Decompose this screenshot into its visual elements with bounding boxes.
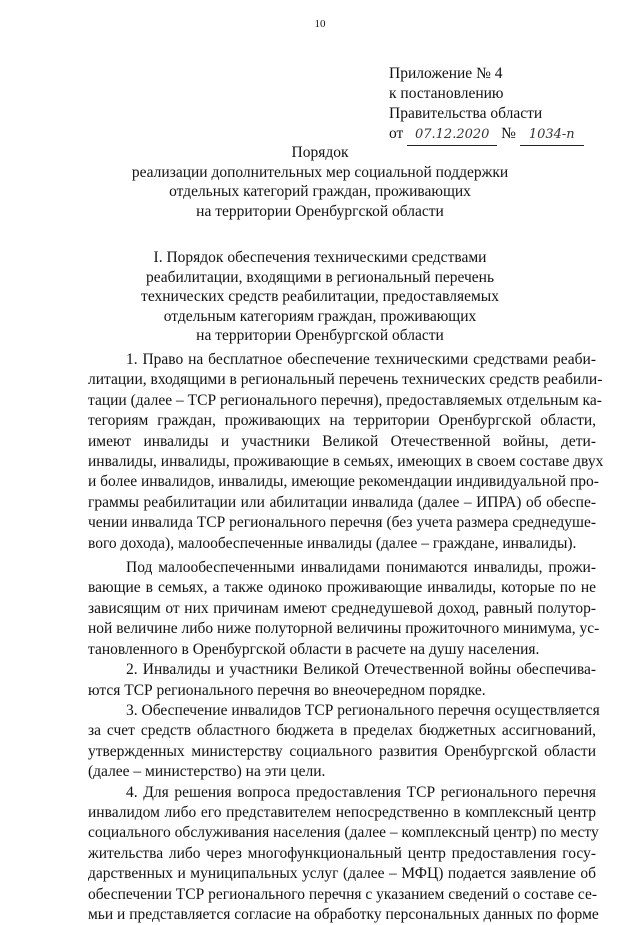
title-line-4: на территории Оренбургской области: [196, 202, 444, 220]
text-line: утвержденных министерству социального развития Оренбургской области: [88, 742, 596, 760]
text-line: вого дохода), малообеспеченные инвалиды (далее – граждане, инвалиды).: [88, 534, 577, 552]
section-line-4: отдельным категориям граждан, проживающих: [163, 307, 477, 325]
text-line: вающие в семьях, а также одиноко проживающие инвалиды, которые по не: [88, 579, 596, 597]
paragraph-5: [88, 783, 599, 925]
text-line: (далее – министерство) на эти цели.: [88, 763, 326, 781]
text-line: дарственных и муниципальных услуг (далее – МФЦ) подается заявление об: [88, 865, 596, 883]
body-text: [88, 350, 604, 925]
appendix-header: [389, 64, 584, 146]
text-line: тегориям граждан, проживающих на территории Оренбургской области,: [88, 412, 596, 430]
text-line: 2. Инвалиды и участники Великой Отечественной войны обеспечива-: [126, 661, 596, 679]
text-line: социального обслуживания населения (далее – комплексный центр) по месту: [88, 824, 599, 842]
text-line: литации, входящими в региональный перечень технических средств реабили-: [88, 371, 603, 389]
text-line: Под малообеспеченными инвалидами понимаются инвалиды, прожи-: [126, 559, 596, 577]
document-title: [0, 143, 640, 221]
page-number: 10: [314, 18, 326, 30]
title-line-2: реализации дополнительных мер социальной поддержки: [131, 163, 509, 181]
text-line: 1. Право на бесплатное обеспечение техническими средствами реаби-: [126, 351, 596, 368]
text-line: зависящим от них причинам имеют среднедушевой доход, равный полутор-: [88, 599, 596, 617]
text-line: инвалиды, инвалиды, проживающие в семьях, имеющих в своем составе двух: [88, 453, 604, 471]
text-line: 3. Обеспечение инвалидов ТСР регионального перечня осуществляется: [126, 701, 600, 719]
text-line: граммы реабилитации или абилитации инвалида (далее – ИПРА) об обеспе-: [88, 493, 596, 511]
paragraph-3: [88, 660, 596, 701]
text-line: имеют инвалиды и участники Великой Отечественной войны, дети-: [88, 432, 596, 450]
section-heading: [0, 248, 640, 346]
appendix-line-2: к постановлению: [389, 85, 504, 102]
text-line: чении инвалида ТСР регионального перечня (без учета размера среднедуше-: [88, 514, 596, 532]
text-line: тановленного в Оренбургской области в расчете на душу населения.: [88, 640, 540, 658]
date-prefix: от: [389, 125, 404, 142]
handwritten-number: 1034-п: [520, 125, 584, 146]
text-line: и более инвалидов, инвалиды, имеющие рекомендации индивидуальной про-: [88, 473, 599, 491]
text-line: обеспечении ТСР регионального перечня с указанием сведений о составе се-: [88, 885, 598, 903]
handwritten-date: 07.12.2020: [407, 125, 497, 146]
text-line: инвалидом либо его представителем непосредственно в комплексный центр: [88, 803, 596, 821]
paragraph-4: [88, 701, 600, 783]
section-line-5: на территории Оренбургской области: [196, 327, 444, 344]
section-line-3: технических средств реабилитации, предоставляемых: [141, 288, 499, 305]
text-line: тации (далее – ТСР регионального перечня), предоставляемых отдельным ка-: [88, 391, 602, 409]
title-line-3: отдельных категорий граждан, проживающих: [169, 183, 471, 200]
text-line: 4. Для решения вопроса предоставления ТСР регионального перечня: [126, 783, 596, 801]
paragraph-2: [88, 558, 600, 660]
number-prefix: №: [501, 125, 516, 142]
section-line-2: реабилитации, входящими в региональный перечень: [145, 268, 495, 286]
paragraph-1: [88, 350, 604, 554]
text-line: жительства либо через многофункциональный центр предоставления госу-: [88, 844, 596, 862]
text-line: ются ТСР регионального перечня во внеочередном порядке.: [88, 681, 486, 699]
section-line-1: I. Порядок обеспечения техническими средствами: [153, 249, 487, 266]
text-line: мьи и представляется согласие на обработку персональных данных по форме: [88, 905, 599, 923]
text-line: ной величине либо ниже полуторной величины прожиточного минимума, ус-: [88, 620, 600, 638]
text-line: за счет средств областного бюджета в пределах бюджетных ассигнований,: [88, 722, 596, 740]
appendix-line-1: Приложение № 4: [389, 65, 503, 82]
title-line-1: Порядок: [291, 144, 349, 161]
appendix-line-3: Правительства области: [389, 105, 543, 122]
